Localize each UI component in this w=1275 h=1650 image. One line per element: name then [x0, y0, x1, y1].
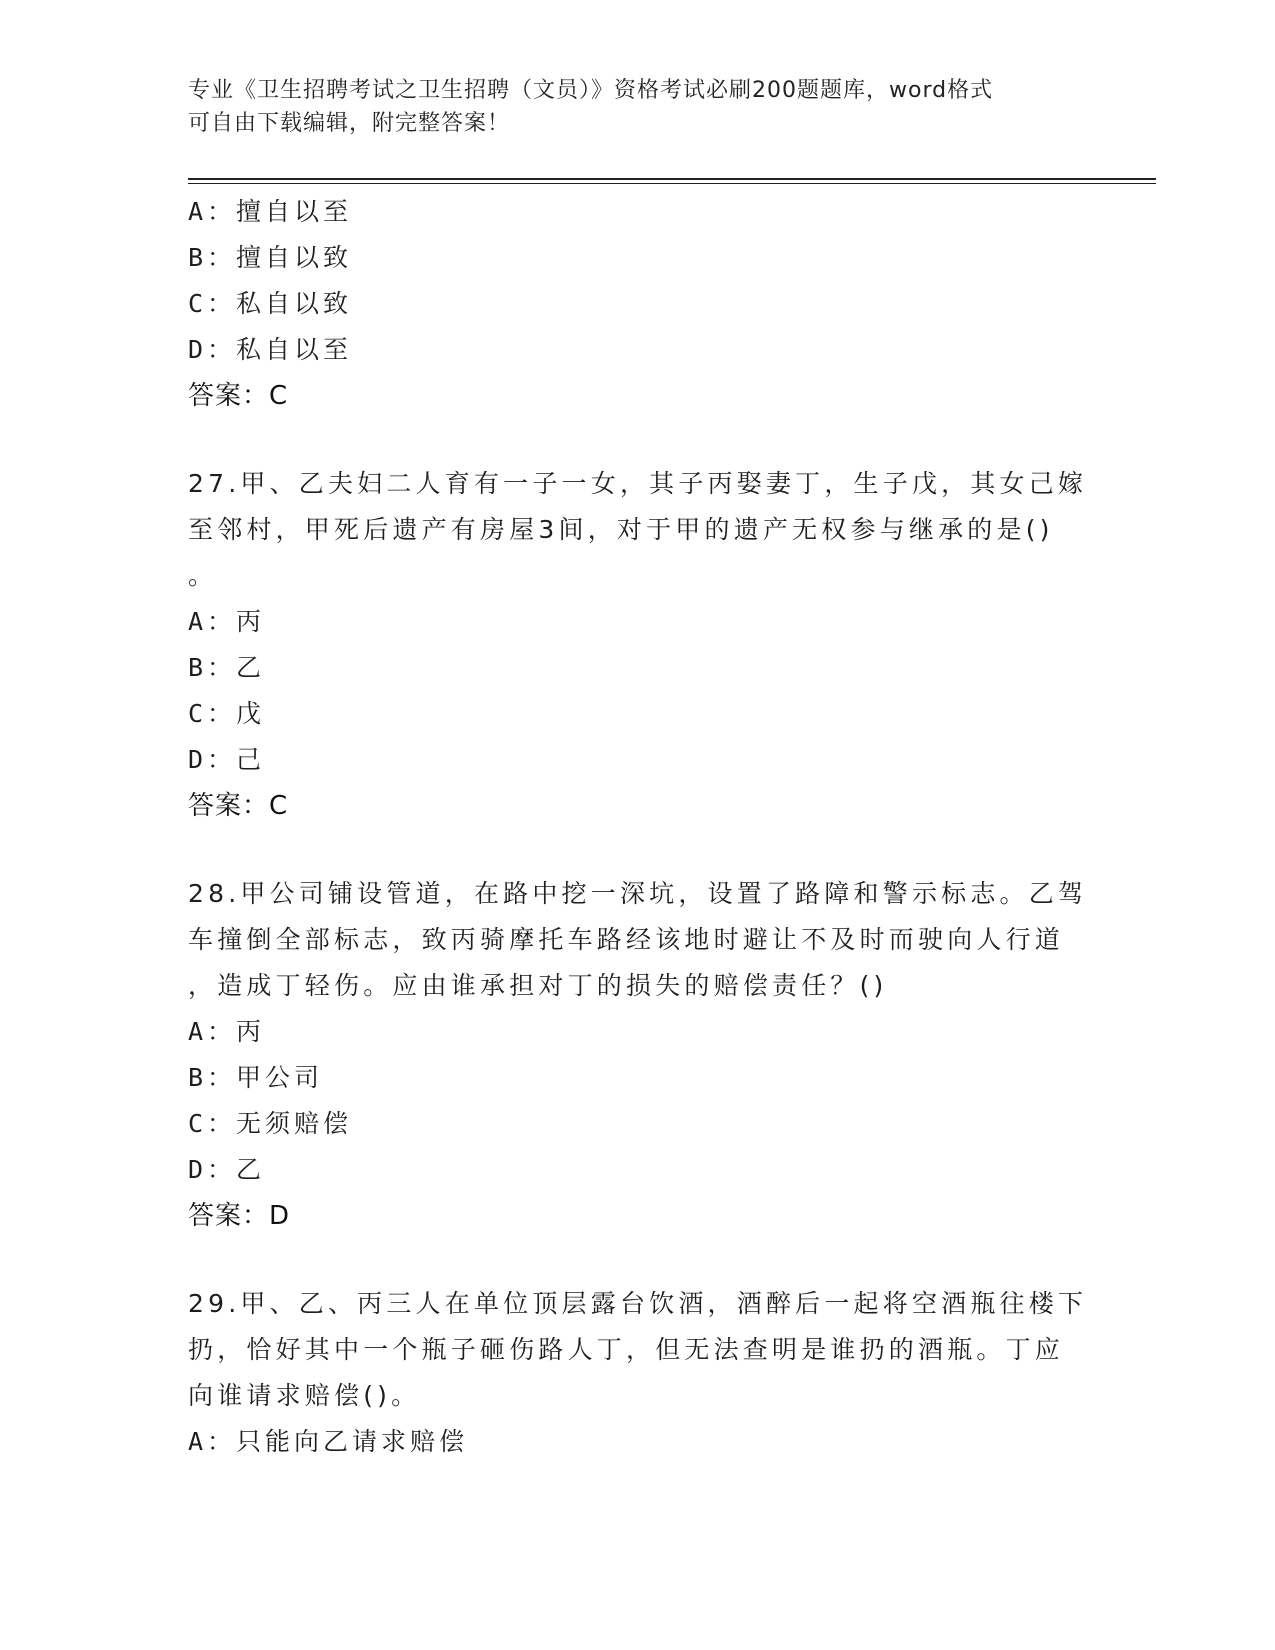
- question-text-line: ，造成丁轻伤。应由谁承担对丁的损失的赔偿责任？(): [188, 971, 888, 1000]
- question-27: [188, 461, 1156, 829]
- option-d: D：己: [188, 745, 266, 774]
- option-d: D：乙: [188, 1155, 266, 1184]
- header-divider-thick: [188, 178, 1156, 180]
- question-text-line: 。: [188, 561, 218, 590]
- option-b: B：擅自以致: [188, 243, 353, 272]
- option-a: A：丙: [188, 1017, 266, 1046]
- option-a: A：擅自以至: [188, 197, 353, 226]
- question-26-continued: [188, 189, 1156, 419]
- question-text-line: 车撞倒全部标志，致丙骑摩托车路经该地时避让不及时而驶向人行道: [188, 925, 1065, 954]
- document-header: [188, 74, 1088, 140]
- question-text-line: 向谁请求赔偿()。: [188, 1381, 421, 1410]
- option-d: D：私自以至: [188, 335, 353, 364]
- option-b: B：乙: [188, 653, 266, 682]
- header-divider-thin: [188, 183, 1156, 184]
- option-b: B：甲公司: [188, 1063, 324, 1092]
- question-text-line: 28.甲公司铺设管道，在路中挖一深坑，设置了路障和警示标志。乙驾: [188, 879, 1088, 908]
- question-text-line: 扔，恰好其中一个瓶子砸伤路人丁，但无法查明是谁扔的酒瓶。丁应: [188, 1335, 1065, 1364]
- question-text: [188, 871, 1088, 1009]
- question-29: [188, 1281, 1156, 1465]
- option-a: A：丙: [188, 607, 266, 636]
- question-text: [188, 461, 1088, 599]
- question-text: [188, 1281, 1088, 1419]
- question-text-line: 29.甲、乙、丙三人在单位顶层露台饮酒，酒醉后一起将空酒瓶往楼下: [188, 1289, 1088, 1318]
- option-a: A：只能向乙请求赔偿: [188, 1427, 469, 1456]
- answer-line: 答案：C: [188, 381, 289, 411]
- option-c: C：私自以致: [188, 289, 353, 318]
- answer-line: 答案：C: [188, 791, 289, 821]
- answer-line: 答案：D: [188, 1201, 291, 1231]
- header-line-2: 可自由下载编辑，附完整答案！: [188, 111, 511, 136]
- option-c: C：戊: [188, 699, 266, 728]
- document-body: [188, 189, 1156, 1465]
- question-text-line: 27.甲、乙夫妇二人育有一子一女，其子丙娶妻丁，生子戊，其女己嫁: [188, 469, 1088, 498]
- question-28: [188, 871, 1156, 1239]
- question-text-line: 至邻村，甲死后遗产有房屋3间，对于甲的遗产无权参与继承的是(): [188, 515, 1054, 544]
- option-c: C：无须赔偿: [188, 1109, 353, 1138]
- header-line-1: 专业《卫生招聘考试之卫生招聘（文员）》资格考试必刷200题题库，word格式: [188, 78, 994, 103]
